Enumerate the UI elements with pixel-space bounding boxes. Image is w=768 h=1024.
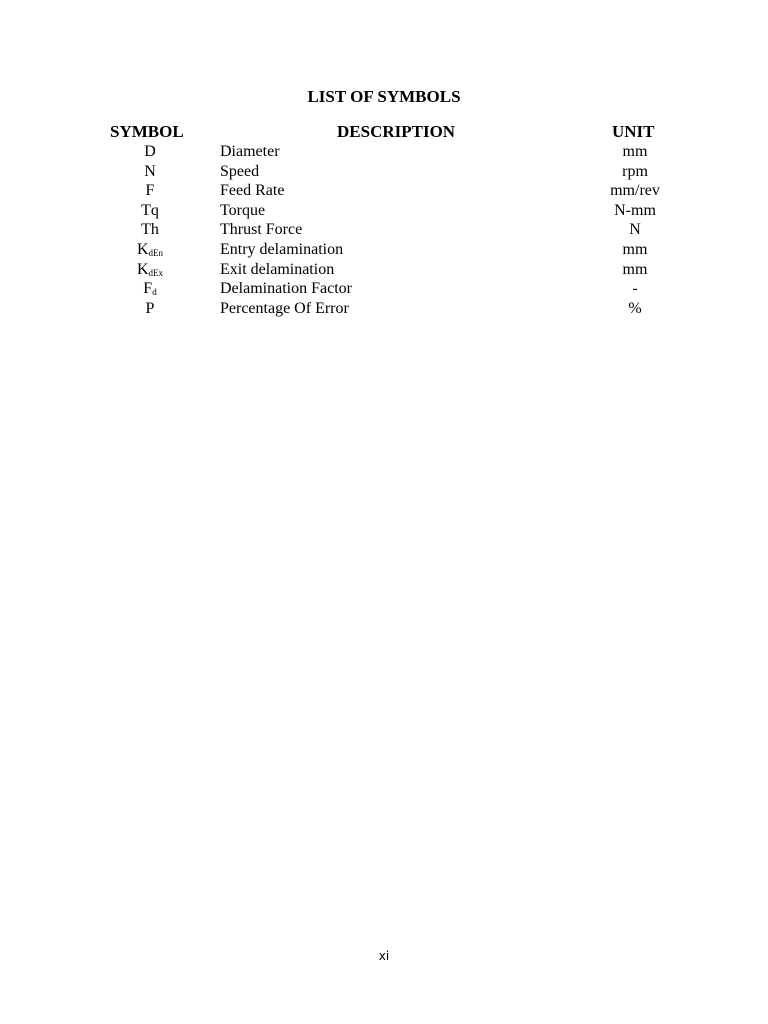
unit-cell: - (632, 280, 638, 298)
header-unit: UNIT (612, 122, 655, 141)
unit-cell: mm (622, 143, 648, 160)
header-symbol: SYMBOL (110, 122, 184, 141)
symbol-base: F (145, 182, 155, 200)
table-row (0, 240, 768, 260)
symbol-subscript: dEn (148, 247, 164, 258)
symbol-base: D (144, 143, 156, 160)
symbol-subscript: dEx (148, 267, 164, 278)
header-description: DESCRIPTION (337, 122, 456, 141)
description-cell: Feed Rate (220, 182, 285, 200)
symbol-base: F (143, 280, 153, 298)
table-row (0, 181, 768, 201)
unit-cell: N-mm (614, 201, 656, 219)
description-cell: Speed (220, 162, 260, 180)
table-row (0, 220, 768, 240)
symbol-base: P (145, 299, 155, 317)
table-row (0, 299, 768, 319)
unit-cell: mm/rev (610, 182, 660, 200)
description-cell: Diameter (220, 143, 280, 160)
description-cell: Torque (220, 201, 266, 219)
unit-cell: mm (622, 240, 648, 258)
symbol-base: K (136, 240, 149, 258)
unit-cell: N (629, 221, 641, 239)
table-row (0, 260, 768, 280)
description-cell: Exit delamination (220, 260, 335, 278)
description-cell: Delamination Factor (220, 280, 352, 298)
unit-cell: rpm (622, 162, 648, 180)
unit-cell: mm (622, 260, 648, 278)
unit-cell: % (628, 299, 642, 317)
symbol-subscript: d (152, 287, 157, 298)
page-title: LIST OF SYMBOLS (307, 87, 461, 106)
description-cell: Percentage Of Error (220, 299, 349, 317)
page-number: xi (378, 949, 390, 963)
symbol-base: N (144, 162, 156, 180)
table-row (0, 201, 768, 221)
symbol-base: Tq (141, 201, 159, 219)
symbol-cell (100, 299, 200, 323)
symbols-table (0, 142, 768, 318)
description-cell: Entry delamination (220, 240, 344, 258)
table-header (0, 122, 768, 142)
table-row (0, 142, 768, 162)
symbol-base: Th (141, 221, 159, 239)
symbol-base: K (136, 260, 149, 278)
table-row (0, 162, 768, 182)
description-cell: Thrust Force (220, 221, 303, 239)
table-row (0, 279, 768, 299)
